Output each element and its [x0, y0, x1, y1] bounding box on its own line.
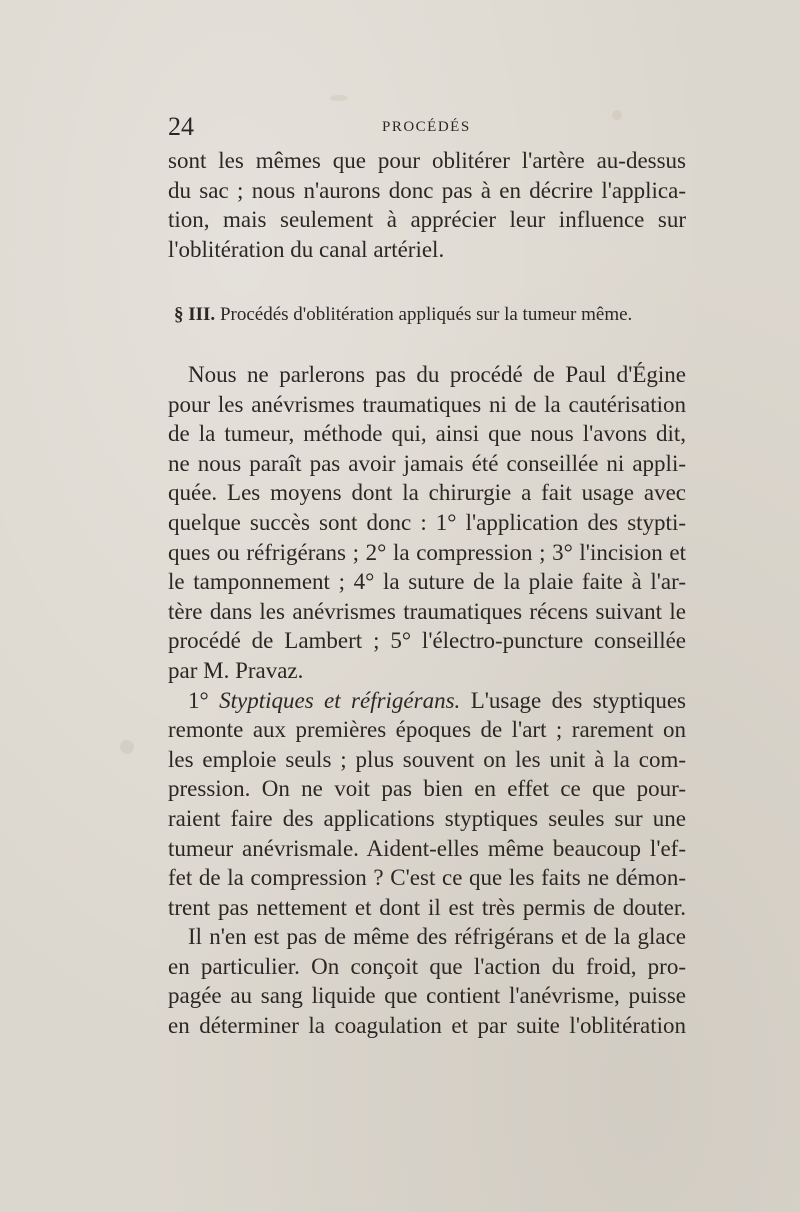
section-title: Procédés d'oblitération appliqués sur la tumeur même.: [219, 304, 633, 325]
text-line: Il n'en est pas de même des réfrigérans et de la glace: [188, 924, 686, 950]
text-line: les emploie seuls ; plus souvent on les unit à la com-: [168, 746, 686, 772]
subsection-text: L'usage des styptiques: [470, 687, 687, 713]
text-line: tion, mais seulement à apprécier leur influence sur: [168, 207, 686, 233]
text-line: par M. Pravaz.: [168, 657, 304, 683]
text-line: en déterminer la coagulation et par suite l'oblitération: [168, 1013, 686, 1039]
text-line: Nous ne parlerons pas du procédé de Paul d'Égine: [188, 362, 686, 387]
text-line: ques ou réfrigérans ; 2° la compression ; 3° l'incision et: [168, 539, 686, 565]
text-line: en particulier. On conçoit que l'action du froid, pro-: [168, 953, 686, 979]
text-line: du sac ; nous n'aurons donc pas à en décrire l'applica-: [168, 177, 686, 203]
text-line: tumeur anévrismale. Aident-elles même beaucoup l'ef-: [168, 835, 686, 861]
text-line: ne nous paraît pas avoir jamais été conseillée ni appli-: [168, 450, 686, 476]
text-line: tère dans les anévrismes traumatiques récens suivant le: [168, 598, 686, 624]
text-line: quelque succès sont donc : 1° l'application des stypti-: [168, 509, 686, 535]
subsection-number: 1°: [188, 687, 209, 713]
text-line: de la tumeur, méthode qui, ainsi que nous l'avons dit,: [168, 421, 686, 447]
text-line: remonte aux premières époques de l'art ; rarement on: [168, 717, 686, 743]
text-line: procédé de Lambert ; 5° l'électro-puncture conseillée: [168, 628, 686, 654]
paper-spot: [330, 95, 348, 101]
text-line: le tamponnement ; 4° la suture de la plaie faite à l'ar-: [168, 569, 686, 595]
paper-spot: [120, 740, 134, 754]
text-line: pour les anévrismes traumatiques ni de la cautérisation: [168, 391, 686, 417]
paragraph-body: [168, 360, 686, 1041]
subsection-title: Styptiques et réfrigérans.: [219, 687, 461, 713]
subsection-first-line: [168, 686, 686, 716]
text-line: raient faire des applications styptiques seules sur une: [168, 805, 686, 831]
text-line: fet de la compression ? C'est ce que les faits ne démon-: [168, 865, 686, 891]
text-line: sont les mêmes que pour oblitérer l'artère au-dessus: [168, 148, 686, 173]
section-marker: § III.: [174, 304, 216, 325]
text-line: quée. Les moyens dont la chirurgie a fait usage avec: [168, 480, 686, 506]
paragraph-intro: [168, 146, 686, 264]
text-line: l'oblitération du canal artériel.: [168, 236, 445, 262]
section-heading: [174, 304, 674, 326]
text-line: pagée au sang liquide que contient l'anévrisme, puisse: [168, 983, 686, 1009]
running-head: [168, 112, 686, 146]
text-line: trent pas nettement et dont il est très permis de douter.: [168, 894, 686, 920]
page-number: 24: [168, 112, 194, 141]
text-line: pression. On ne voit pas bien en effet ce que pour-: [168, 776, 686, 802]
running-title: PROCÉDÉS: [382, 119, 471, 135]
